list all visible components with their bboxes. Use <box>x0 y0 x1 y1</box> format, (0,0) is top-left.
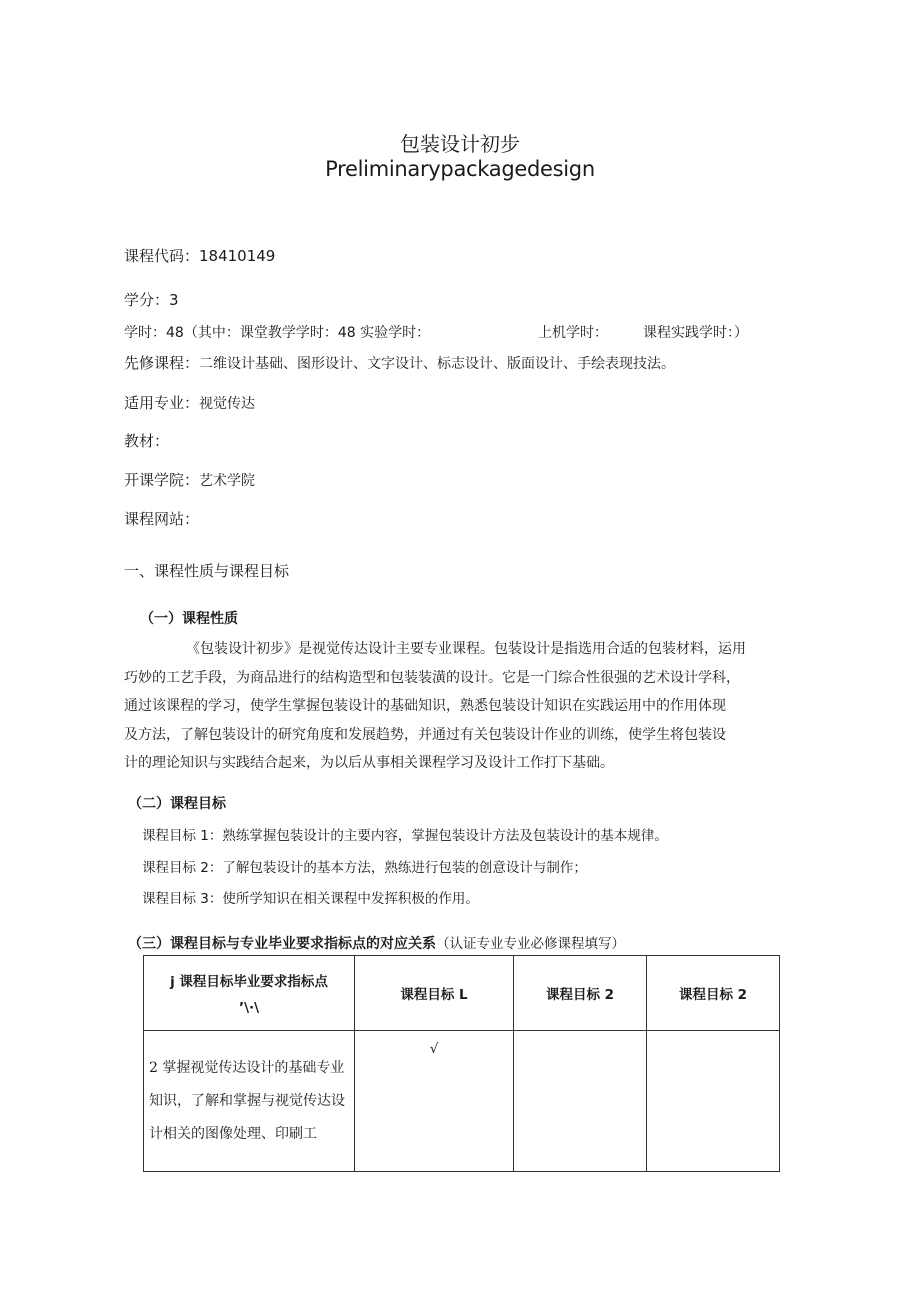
header-goal-3: 课程目标 2 <box>647 956 780 1031</box>
indicator-cell <box>144 1031 355 1172</box>
indicator-text: 2 掌握视觉传达设计的基础专业知识，了解和掌握与视觉传达设计相关的图像处理、印刷工 <box>149 1059 345 1142</box>
prerequisites-label: 先修课程： <box>124 354 200 372</box>
header-indicator-mark: ’\·\ <box>238 1000 260 1016</box>
header-indicator-line: j 课程目标毕业要求指标点 <box>170 974 328 990</box>
computer-hours: 上机学时： <box>538 325 608 341</box>
nature-line: 通过该课程的学习，使学生掌握包装设计的基础知识，熟悉包装设计知识在实践运用中的作用体现 <box>124 698 726 714</box>
school-label: 开课学院： <box>124 471 200 489</box>
course-website: 课程网站： <box>124 510 200 528</box>
goal-item: 课程目标 1：熟练掌握包装设计的主要内容，掌握包装设计方法及包装设计的基本规律。 <box>142 828 668 844</box>
section-heading: 一、课程性质与课程目标 <box>124 562 290 580</box>
nature-paragraph <box>124 635 804 778</box>
title-english: Preliminarypackagedesign <box>325 157 595 181</box>
nature-line: 《包装设计初步》是视觉传达设计主要专业课程。包装设计是指选用合适的包装材料，运用 <box>186 641 746 657</box>
goal-item: 课程目标 3：使所学知识在相关课程中发挥积极的作用。 <box>142 891 479 907</box>
goals-heading: （二）课程目标 <box>128 796 226 812</box>
applicable-major <box>124 392 255 413</box>
goal-1-mark: √ <box>355 1031 514 1172</box>
mapping-note: （认证专业专业必修课程填写） <box>436 936 625 952</box>
header-indicator <box>144 956 355 1031</box>
goal-2-mark <box>514 1031 647 1172</box>
course-hours: 学时：48（其中：课堂教学学时：48 实验学时： <box>124 325 431 341</box>
header-goal-2: 课程目标 2 <box>514 956 647 1031</box>
major-value: 视觉传达 <box>199 396 256 412</box>
nature-line: 及方法，了解包装设计的研究角度和发展趋势，并通过有关包装设计作业的训练，使学生将包装设 <box>124 726 726 743</box>
textbook: 教材： <box>124 432 170 450</box>
prerequisites-value: 二维设计基础、图形设计、文字设计、标志设计、版面设计、手绘表现技法。 <box>199 356 676 372</box>
mapping-title: （三）课程目标与专业毕业要求指标点的对应关系 <box>128 936 436 952</box>
major-label: 适用专业： <box>124 394 200 412</box>
nature-line: 巧妙的工艺手段，为商品进行的结构造型和包装装潢的设计。它是一门综合性很强的艺术设计学科， <box>124 669 740 686</box>
title-chinese: 包装设计初步 <box>400 132 520 156</box>
goal-3-mark <box>647 1031 780 1172</box>
header-goal-1: 课程目标 L <box>355 956 514 1031</box>
school-value: 艺术学院 <box>199 473 256 489</box>
table-row <box>144 1031 780 1172</box>
practice-hours: 课程实践学时：） <box>643 325 748 341</box>
course-credit: 学分：3 <box>124 291 179 309</box>
mapping-table <box>143 955 780 1172</box>
nature-heading: （一）课程性质 <box>140 611 238 627</box>
nature-line: 计的理论知识与实践结合起来，为以后从事相关课程学习及设计工作打下基础。 <box>124 755 614 771</box>
goal-item: 课程目标 2：了解包装设计的基本方法，熟练进行包装的创意设计与制作； <box>142 860 587 876</box>
course-code: 课程代码：18410149 <box>124 247 276 265</box>
prerequisites <box>124 352 675 373</box>
table-header-row <box>144 956 780 1031</box>
offering-school <box>124 469 255 490</box>
mapping-heading <box>128 932 625 953</box>
